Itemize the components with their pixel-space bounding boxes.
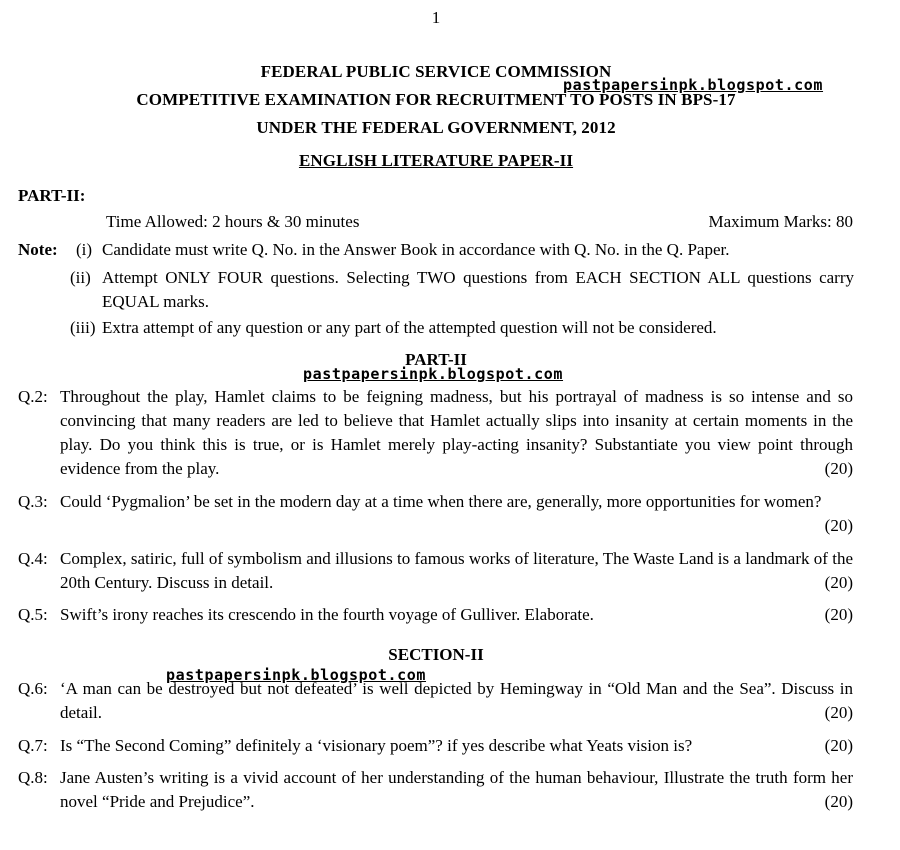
question-number: Q.8: xyxy=(18,768,48,787)
question-item xyxy=(18,385,853,481)
page-number: 1 xyxy=(431,8,441,27)
question-text: Throughout the play, Hamlet claims to be feigning madness, but his portrayal of madness is so intense and so convincing that many readers are led to believe that Hamlet actually slips into insanity at certain moments in the play. Do you think this is true, or is Hamlet merely play-acting insanity? Substantiate you view point through evidence from the play. xyxy=(60,387,853,478)
note-text: Extra attempt of any question or any part of the attempted question will not be considered. xyxy=(102,318,717,337)
question-marks: (20) xyxy=(824,703,853,722)
watermark-text: pastpapersinpk.blogspot.com xyxy=(166,666,427,684)
time-allowed: Time Allowed: 2 hours & 30 minutes xyxy=(106,212,360,231)
question-item xyxy=(18,766,853,814)
part-label: PART-II: xyxy=(18,186,86,205)
question-marks: (20) xyxy=(824,736,853,755)
note-text: Attempt ONLY FOUR questions. Selecting TWO questions from EACH SECTION ALL questions carry EQUAL marks. xyxy=(102,268,854,311)
maximum-marks: Maximum Marks: 80 xyxy=(708,212,853,231)
question-text: Complex, satiric, full of symbolism and illusions to famous works of literature, The Waste Land is a landmark of the 20th Century. Discuss in detail. xyxy=(60,549,853,592)
question-marks: (20) xyxy=(824,516,853,535)
question-number: Q.4: xyxy=(18,549,48,568)
section-two-title: SECTION-II xyxy=(388,645,484,664)
question-marks: (20) xyxy=(824,573,853,592)
question-number: Q.7: xyxy=(18,736,48,755)
question-text: Could ‘Pygmalion’ be set in the modern day at a time when there are, generally, more opportunities for women? xyxy=(60,492,822,511)
question-marks: (20) xyxy=(824,459,853,478)
watermark-text: pastpapersinpk.blogspot.com xyxy=(563,76,824,94)
question-marks: (20) xyxy=(824,605,853,624)
question-text: Swift’s irony reaches its crescendo in the fourth voyage of Gulliver. Elaborate. xyxy=(60,605,594,624)
question-text: Is “The Second Coming” definitely a ‘visionary poem”? if yes describe what Yeats vision is? xyxy=(60,736,693,755)
paper-title: ENGLISH LITERATURE PAPER-II xyxy=(298,151,574,170)
note-number: (iii) xyxy=(70,318,96,337)
section-one-title: PART-II xyxy=(405,350,467,369)
question-item xyxy=(18,603,853,627)
question-number: Q.2: xyxy=(18,387,48,406)
question-text: ‘A man can be destroyed but not defeated’ is well depicted by Hemingway in “Old Man and the Sea”. Discuss in detail. xyxy=(60,679,853,722)
question-number: Q.6: xyxy=(18,679,48,698)
note-text: Candidate must write Q. No. in the Answer Book in accordance with Q. No. in the Q. Paper. xyxy=(102,240,730,259)
question-number: Q.5: xyxy=(18,605,48,624)
note-number: (ii) xyxy=(70,268,91,287)
commission-title: FEDERAL PUBLIC SERVICE COMMISSION xyxy=(260,62,612,81)
note-number: (i) xyxy=(76,240,93,259)
watermark-text: pastpapersinpk.blogspot.com xyxy=(303,365,564,383)
question-item xyxy=(18,677,853,725)
question-item xyxy=(18,734,853,758)
question-item xyxy=(18,547,853,595)
note-label: Note: xyxy=(18,240,58,259)
question-text: Jane Austen’s writing is a vivid account of her understanding of the human behaviour, Illustrate the truth form her novel “Pride and Prejudice”. xyxy=(60,768,853,811)
question-marks: (20) xyxy=(824,792,853,811)
government-year-title: UNDER THE FEDERAL GOVERNMENT, 2012 xyxy=(256,118,616,137)
question-number: Q.3: xyxy=(18,492,48,511)
exam-title: COMPETITIVE EXAMINATION FOR RECRUITMENT TO POSTS IN BPS-17 xyxy=(136,90,736,109)
question-item xyxy=(18,490,853,538)
